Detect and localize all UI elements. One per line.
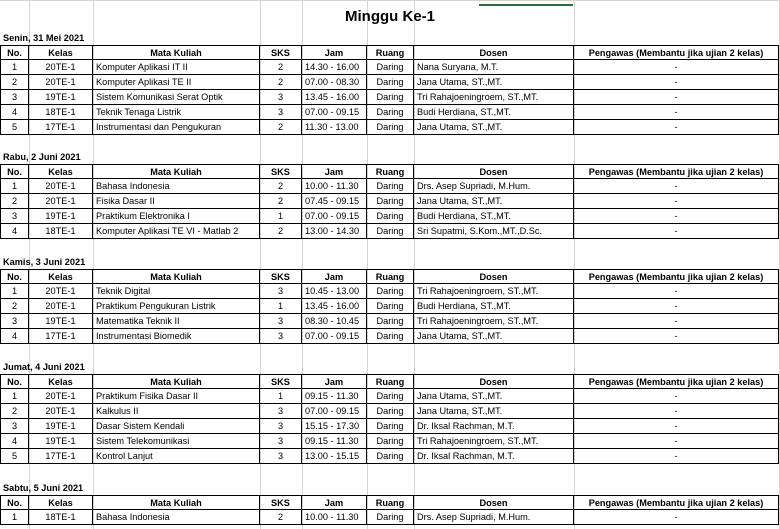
table-row: [0, 179, 779, 194]
cell-dosen[interactable]: Tri Rahajoeningroem, ST.,MT.: [414, 284, 574, 299]
cell-pengawas[interactable]: -: [574, 120, 779, 135]
table-header-row: [0, 164, 779, 179]
header-jam[interactable]: Jam: [302, 45, 367, 60]
table-row: [0, 419, 779, 434]
cell-jam[interactable]: 08.30 - 10.45: [302, 314, 367, 329]
cell-ruang[interactable]: Daring: [367, 299, 414, 314]
cell-mata-kuliah[interactable]: Sistem Telekomunikasi: [93, 434, 260, 449]
cell-ruang[interactable]: Daring: [367, 224, 414, 239]
cell-no[interactable]: 2: [0, 299, 29, 314]
header-pengawas[interactable]: Pengawas (Membantu jika ujian 2 kelas): [574, 495, 779, 510]
day-label[interactable]: Kamis, 3 Juni 2021: [3, 257, 86, 267]
cell-no[interactable]: 1: [0, 60, 29, 75]
cell-no[interactable]: 5: [0, 120, 29, 135]
table-row: [0, 449, 779, 464]
cell-no[interactable]: 2: [0, 194, 29, 209]
header-sks[interactable]: SKS: [260, 495, 302, 510]
cell-ruang[interactable]: Daring: [367, 209, 414, 224]
cell-jam[interactable]: 10.00 - 11.30: [302, 179, 367, 194]
cell-sks[interactable]: 2: [260, 75, 302, 90]
header-mata-kuliah[interactable]: Mata Kuliah: [93, 495, 260, 510]
cell-sks[interactable]: 3: [260, 404, 302, 419]
cell-sks[interactable]: 3: [260, 329, 302, 344]
header-dosen[interactable]: Dosen: [414, 269, 574, 284]
cell-pengawas[interactable]: -: [574, 209, 779, 224]
cell-ruang[interactable]: Daring: [367, 90, 414, 105]
day-label[interactable]: Rabu, 2 Juni 2021: [3, 152, 81, 162]
cell-mata-kuliah[interactable]: Bahasa Indonesia: [93, 510, 260, 525]
cell-dosen[interactable]: Drs. Asep Supriadi, M.Hum.: [414, 510, 574, 525]
cell-jam[interactable]: 09.15 - 11.30: [302, 389, 367, 404]
cell-mata-kuliah[interactable]: Bahasa Indonesia: [93, 179, 260, 194]
cell-kelas[interactable]: 17TE-1: [29, 449, 93, 464]
cell-pengawas[interactable]: -: [574, 389, 779, 404]
cell-mata-kuliah[interactable]: Komputer Aplikasi IT II: [93, 60, 260, 75]
cell-dosen[interactable]: Dr. Iksal Rachman, M.T.: [414, 419, 574, 434]
cell-mata-kuliah[interactable]: Sistem Komunikasi Serat Optik: [93, 90, 260, 105]
cell-pengawas[interactable]: -: [574, 194, 779, 209]
cell-pengawas[interactable]: -: [574, 510, 779, 525]
table-header-row: [0, 374, 779, 389]
cell-dosen[interactable]: Jana Utama, ST.,MT.: [414, 404, 574, 419]
day-label[interactable]: Senin, 31 Mei 2021: [3, 33, 85, 43]
cell-kelas[interactable]: 17TE-1: [29, 120, 93, 135]
cell-jam[interactable]: 07.00 - 09.15: [302, 329, 367, 344]
header-no[interactable]: No.: [0, 45, 29, 60]
header-ruang[interactable]: Ruang: [367, 374, 414, 389]
table-row: [0, 120, 779, 135]
cell-sks[interactable]: 1: [260, 389, 302, 404]
table-row: [0, 194, 779, 209]
cell-ruang[interactable]: Daring: [367, 510, 414, 525]
cell-jam[interactable]: 10.00 - 11.30: [302, 510, 367, 525]
cell-pengawas[interactable]: -: [574, 329, 779, 344]
cell-ruang[interactable]: Daring: [367, 434, 414, 449]
cell-kelas[interactable]: 18TE-1: [29, 510, 93, 525]
table-row: [0, 434, 779, 449]
cell-sks[interactable]: 3: [260, 434, 302, 449]
cell-kelas[interactable]: 17TE-1: [29, 329, 93, 344]
table-row: [0, 314, 779, 329]
cell-pengawas[interactable]: -: [574, 434, 779, 449]
cell-jam[interactable]: 14.30 - 16.00: [302, 60, 367, 75]
cell-jam[interactable]: 13.45 - 16.00: [302, 299, 367, 314]
table-row: [0, 389, 779, 404]
cell-no[interactable]: 1: [0, 284, 29, 299]
cell-no[interactable]: 1: [0, 179, 29, 194]
cell-pengawas[interactable]: -: [574, 90, 779, 105]
cell-ruang[interactable]: Daring: [367, 194, 414, 209]
header-kelas[interactable]: Kelas: [29, 269, 93, 284]
cell-no[interactable]: 3: [0, 90, 29, 105]
cell-ruang[interactable]: Daring: [367, 389, 414, 404]
cell-sks[interactable]: 3: [260, 105, 302, 120]
cell-mata-kuliah[interactable]: Teknik Tenaga Listrik: [93, 105, 260, 120]
header-mata-kuliah[interactable]: Mata Kuliah: [93, 164, 260, 179]
header-sks[interactable]: SKS: [260, 269, 302, 284]
table-header-row: [0, 269, 779, 284]
table-header-row: [0, 495, 779, 510]
header-kelas[interactable]: Kelas: [29, 164, 93, 179]
cell-jam[interactable]: 13.45 - 16.00: [302, 90, 367, 105]
cell-pengawas[interactable]: -: [574, 299, 779, 314]
cell-no[interactable]: 1: [0, 510, 29, 525]
cell-no[interactable]: 2: [0, 75, 29, 90]
cell-dosen[interactable]: Jana Utama, ST.,MT.: [414, 120, 574, 135]
cell-mata-kuliah[interactable]: Instrumentasi dan Pengukuran: [93, 120, 260, 135]
cell-sks[interactable]: 2: [260, 120, 302, 135]
cell-mata-kuliah[interactable]: Praktikum Fisika Dasar II: [93, 389, 260, 404]
header-pengawas[interactable]: Pengawas (Membantu jika ujian 2 kelas): [574, 164, 779, 179]
cell-kelas[interactable]: 20TE-1: [29, 389, 93, 404]
header-ruang[interactable]: Ruang: [367, 164, 414, 179]
cell-jam[interactable]: 11.30 - 13.00: [302, 120, 367, 135]
cell-dosen[interactable]: Dr. Iksal Rachman, M.T.: [414, 449, 574, 464]
cell-no[interactable]: 4: [0, 224, 29, 239]
cell-pengawas[interactable]: -: [574, 284, 779, 299]
table-row: [0, 404, 779, 419]
header-kelas[interactable]: Kelas: [29, 495, 93, 510]
table-row: [0, 209, 779, 224]
cell-dosen[interactable]: Budi Herdiana, ST.,MT.: [414, 105, 574, 120]
cell-jam[interactable]: 10.45 - 13.00: [302, 284, 367, 299]
cell-no[interactable]: 3: [0, 419, 29, 434]
cell-no[interactable]: 2: [0, 404, 29, 419]
cell-pengawas[interactable]: -: [574, 449, 779, 464]
cell-sks[interactable]: 1: [260, 209, 302, 224]
cell-jam[interactable]: 09.15 - 11.30: [302, 434, 367, 449]
cell-dosen[interactable]: Tri Rahajoeningroem, ST.,MT.: [414, 90, 574, 105]
header-dosen[interactable]: Dosen: [414, 374, 574, 389]
header-no[interactable]: No.: [0, 269, 29, 284]
cell-dosen[interactable]: Budi Herdiana, ST.,MT.: [414, 299, 574, 314]
cell-no[interactable]: 4: [0, 105, 29, 120]
header-jam[interactable]: Jam: [302, 495, 367, 510]
cell-ruang[interactable]: Daring: [367, 120, 414, 135]
cell-pengawas[interactable]: -: [574, 60, 779, 75]
cell-pengawas[interactable]: -: [574, 404, 779, 419]
day-label[interactable]: Jumat, 4 Juni 2021: [3, 362, 85, 372]
cell-kelas[interactable]: 19TE-1: [29, 419, 93, 434]
table-row: [0, 224, 779, 239]
cell-ruang[interactable]: Daring: [367, 419, 414, 434]
cell-sks[interactable]: 1: [260, 299, 302, 314]
cell-sks[interactable]: 3: [260, 419, 302, 434]
header-dosen[interactable]: Dosen: [414, 45, 574, 60]
cell-kelas[interactable]: 19TE-1: [29, 90, 93, 105]
cell-ruang[interactable]: Daring: [367, 329, 414, 344]
header-dosen[interactable]: Dosen: [414, 164, 574, 179]
cell-no[interactable]: 3: [0, 314, 29, 329]
cell-dosen[interactable]: Budi Herdiana, ST.,MT.: [414, 209, 574, 224]
cell-dosen[interactable]: Jana Utama, ST.,MT.: [414, 389, 574, 404]
cell-dosen[interactable]: Jana Utama, ST.,MT.: [414, 194, 574, 209]
cell-pengawas[interactable]: -: [574, 314, 779, 329]
cell-jam[interactable]: 15.15 - 17.30: [302, 419, 367, 434]
cell-kelas[interactable]: 19TE-1: [29, 209, 93, 224]
cell-no[interactable]: 1: [0, 389, 29, 404]
cell-pengawas[interactable]: -: [574, 105, 779, 120]
cell-mata-kuliah[interactable]: Teknik Digital: [93, 284, 260, 299]
table-row: [0, 75, 779, 90]
cell-dosen[interactable]: Sri Supatmi, S.Kom.,MT.,D.Sc.: [414, 224, 574, 239]
cell-sks[interactable]: 3: [260, 284, 302, 299]
cell-kelas[interactable]: 20TE-1: [29, 284, 93, 299]
cell-ruang[interactable]: Daring: [367, 314, 414, 329]
cell-no[interactable]: 4: [0, 434, 29, 449]
cell-pengawas[interactable]: -: [574, 75, 779, 90]
cell-dosen[interactable]: Tri Rahajoeningroem, ST.,MT.: [414, 434, 574, 449]
cell-ruang[interactable]: Daring: [367, 179, 414, 194]
header-pengawas[interactable]: Pengawas (Membantu jika ujian 2 kelas): [574, 374, 779, 389]
header-ruang[interactable]: Ruang: [367, 45, 414, 60]
cell-jam[interactable]: 13.00 - 15.15: [302, 449, 367, 464]
cell-mata-kuliah[interactable]: Fisika Dasar II: [93, 194, 260, 209]
header-no[interactable]: No.: [0, 495, 29, 510]
cell-sks[interactable]: 3: [260, 90, 302, 105]
cell-mata-kuliah[interactable]: Matematika Teknik II: [93, 314, 260, 329]
cell-jam[interactable]: 07.00 - 09.15: [302, 209, 367, 224]
cell-dosen[interactable]: Jana Utama, ST.,MT.: [414, 75, 574, 90]
cell-sks[interactable]: 2: [260, 510, 302, 525]
cell-mata-kuliah[interactable]: Dasar Sistem Kendali: [93, 419, 260, 434]
cell-ruang[interactable]: Daring: [367, 404, 414, 419]
cell-sks[interactable]: 2: [260, 179, 302, 194]
cell-mata-kuliah[interactable]: Kontrol Lanjut: [93, 449, 260, 464]
table-row: [0, 90, 779, 105]
header-jam[interactable]: Jam: [302, 164, 367, 179]
header-kelas[interactable]: Kelas: [29, 374, 93, 389]
cell-ruang[interactable]: Daring: [367, 449, 414, 464]
header-pengawas[interactable]: Pengawas (Membantu jika ujian 2 kelas): [574, 45, 779, 60]
cell-jam[interactable]: 07.00 - 09.15: [302, 404, 367, 419]
cell-sks[interactable]: 2: [260, 224, 302, 239]
header-mata-kuliah[interactable]: Mata Kuliah: [93, 45, 260, 60]
header-no[interactable]: No.: [0, 374, 29, 389]
cell-pengawas[interactable]: -: [574, 179, 779, 194]
header-ruang[interactable]: Ruang: [367, 495, 414, 510]
cell-sks[interactable]: 2: [260, 194, 302, 209]
cell-sks[interactable]: 3: [260, 314, 302, 329]
header-ruang[interactable]: Ruang: [367, 269, 414, 284]
cell-kelas[interactable]: 20TE-1: [29, 194, 93, 209]
cell-mata-kuliah[interactable]: Praktikum Pengukuran Listrik: [93, 299, 260, 314]
cell-ruang[interactable]: Daring: [367, 105, 414, 120]
cell-ruang[interactable]: Daring: [367, 75, 414, 90]
header-no[interactable]: No.: [0, 164, 29, 179]
cell-kelas[interactable]: 19TE-1: [29, 314, 93, 329]
grid-top-line: [0, 0, 780, 1]
cell-kelas[interactable]: 20TE-1: [29, 75, 93, 90]
cell-jam[interactable]: 13.00 - 14.30: [302, 224, 367, 239]
cell-pengawas[interactable]: -: [574, 224, 779, 239]
header-sks[interactable]: SKS: [260, 374, 302, 389]
cell-mata-kuliah[interactable]: Kalkulus II: [93, 404, 260, 419]
cell-jam[interactable]: 07.45 - 09.15: [302, 194, 367, 209]
header-dosen[interactable]: Dosen: [414, 495, 574, 510]
cell-pengawas[interactable]: -: [574, 419, 779, 434]
cell-kelas[interactable]: 20TE-1: [29, 60, 93, 75]
cell-no[interactable]: 3: [0, 209, 29, 224]
cell-sks[interactable]: 3: [260, 449, 302, 464]
header-jam[interactable]: Jam: [302, 374, 367, 389]
header-kelas[interactable]: Kelas: [29, 45, 93, 60]
day-label[interactable]: Sabtu, 5 Juni 2021: [3, 483, 84, 493]
table-row: [0, 105, 779, 120]
table-row: [0, 329, 779, 344]
header-mata-kuliah[interactable]: Mata Kuliah: [93, 374, 260, 389]
header-sks[interactable]: SKS: [260, 45, 302, 60]
cell-sks[interactable]: 2: [260, 60, 302, 75]
cell-no[interactable]: 4: [0, 329, 29, 344]
cell-dosen[interactable]: Tri Rahajoeningroem, ST.,MT.: [414, 314, 574, 329]
cell-jam[interactable]: 07.00 - 09.15: [302, 105, 367, 120]
cell-no[interactable]: 5: [0, 449, 29, 464]
sheet-title[interactable]: Minggu Ke-1: [345, 8, 435, 25]
table-header-row: [0, 45, 779, 60]
cell-kelas[interactable]: 20TE-1: [29, 179, 93, 194]
cell-ruang[interactable]: Daring: [367, 284, 414, 299]
table-row: [0, 299, 779, 314]
cell-kelas[interactable]: 20TE-1: [29, 299, 93, 314]
cell-kelas[interactable]: 18TE-1: [29, 105, 93, 120]
cell-mata-kuliah[interactable]: Komputer Aplikasi TE VI - Matlab 2: [93, 224, 260, 239]
table-row: [0, 284, 779, 299]
cell-kelas[interactable]: 19TE-1: [29, 434, 93, 449]
cell-mata-kuliah[interactable]: Komputer Aplikasi TE II: [93, 75, 260, 90]
cell-mata-kuliah[interactable]: Instrumentasi Biomedik: [93, 329, 260, 344]
header-sks[interactable]: SKS: [260, 164, 302, 179]
table-row: [0, 60, 779, 75]
cell-dosen[interactable]: Jana Utama, ST.,MT.: [414, 329, 574, 344]
header-jam[interactable]: Jam: [302, 269, 367, 284]
header-pengawas[interactable]: Pengawas (Membantu jika ujian 2 kelas): [574, 269, 779, 284]
cell-kelas[interactable]: 20TE-1: [29, 404, 93, 419]
table-row: [0, 510, 779, 525]
cell-dosen[interactable]: Drs. Asep Supriadi, M.Hum.: [414, 179, 574, 194]
cell-ruang[interactable]: Daring: [367, 60, 414, 75]
cell-mata-kuliah[interactable]: Praktikum Elektronika I: [93, 209, 260, 224]
cell-kelas[interactable]: 18TE-1: [29, 224, 93, 239]
cell-jam[interactable]: 07.00 - 08.30: [302, 75, 367, 90]
cell-dosen[interactable]: Nana Suryana, M.T.: [414, 60, 574, 75]
header-mata-kuliah[interactable]: Mata Kuliah: [93, 269, 260, 284]
